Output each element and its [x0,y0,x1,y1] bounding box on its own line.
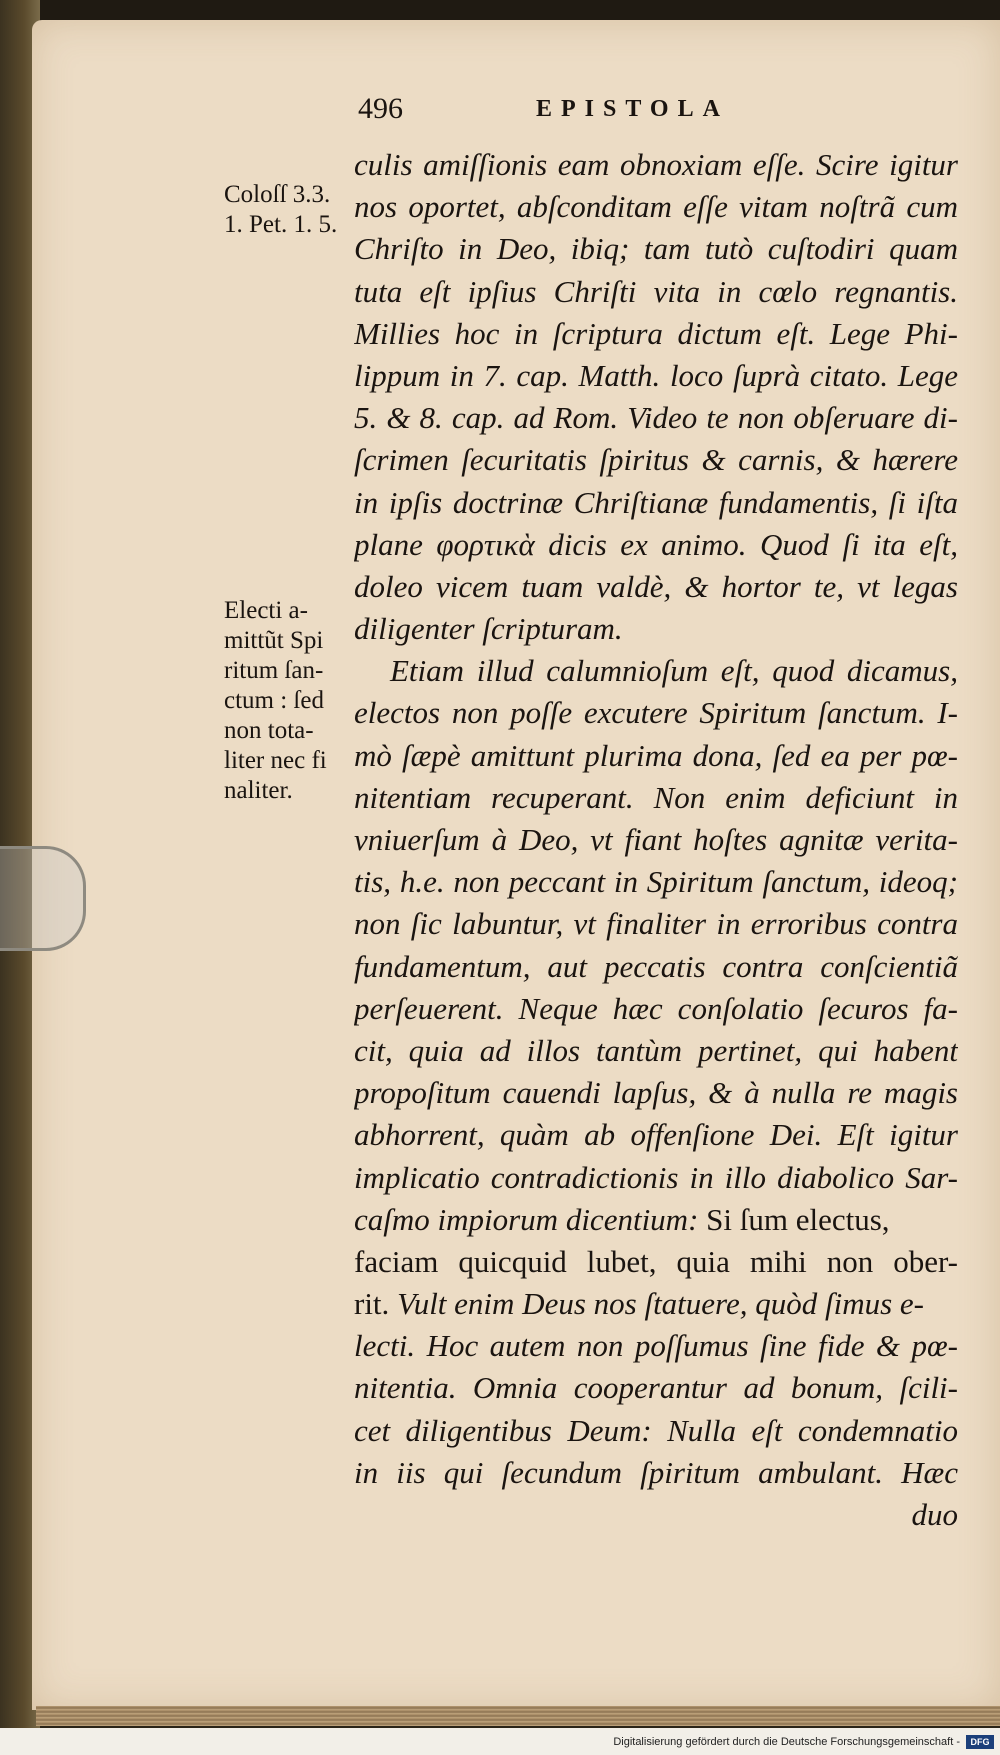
text-line: Chriſto in Deo, ibiq; tam tutò cuſtodiri quam [354,231,958,267]
text-line: electos non poſſe excutere Spiritum ſanctum. I- [354,695,958,731]
margin-note-line: ritum ſan- [224,657,324,684]
text-line: Millies hoc in ſcriptura dictum eſt. Lege Phi- [354,315,958,351]
text-line: in ipſis doctrinæ Chriſtianæ fundamentis, ſi iſta [354,484,958,520]
text-line: nos oportet, abſconditam eſſe vitam noſtrã cum [354,189,958,225]
margin-ref: Coloſſ 3.3. [224,181,331,208]
margin-note-line: Electi a- [224,597,308,624]
quote-fragment: Si ſum electus, [706,1201,890,1237]
margin-ref: 1. Pet. 1. 5. [224,211,338,238]
margin-note [224,596,327,806]
text-line: perſeuerent. Neque hæc conſolatio ſecuros fa- [354,990,958,1026]
text-line: implicatio contradictionis in illo diabolico Sar- [354,1159,958,1195]
text-line: vniuerſum à Deo, vt fiant hoſtes agnitæ verita- [354,822,958,857]
text-line: in iis qui ſecundum ſpiritum ambulant. Hæc [354,1454,958,1490]
text-line: doleo vicem tuam valdè, & hortor te, vt legas [354,568,958,604]
text-line: culis amiſſionis eam obnoxiam eſſe. Scire igitur [354,147,958,182]
text-line: tuta eſt ipſius Chriſti vita in cœlo regnantis. [354,273,958,309]
running-title: EPISTOLA [536,96,729,122]
quote-line: faciam quicquid lubet, quia mihi non ober- [354,1243,958,1279]
text-line-mixed [354,1283,958,1325]
margin-note-line: ctum : ſed [224,687,324,714]
text-line: abhorrent, quàm ab offenſione Dei. Eſt igitur [354,1117,958,1153]
text-line: fundamentum, aut peccatis contra conſcientiã [354,948,958,984]
margin-note-line: liter nec fi [224,747,327,774]
text-line: Etiam illud calumnioſum eſt, quod dicamus, [390,653,958,689]
margin-note-line: mittũt Spi [224,627,324,654]
text-line: cet diligentibus Deum: Nulla eſt condemnatio [354,1412,958,1448]
text-line: tis, h.e. non peccant in Spiritum ſanctum, ideoq; [354,864,958,900]
text-line: diligenter ſcripturam. [354,611,623,647]
text-line: nitentiam recuperant. Non enim deficiunt in [354,779,958,815]
text-line: non ſic labuntur, vt finaliter in erroribus contra [354,906,958,942]
text-line: nitentia. Omnia cooperantur ad bonum, ſcili- [354,1370,958,1406]
text-line: cit, quia ad illos tantùm pertinet, qui habent [354,1032,958,1068]
quote-fragment: rit. [354,1286,390,1322]
footer-credit: Digitalisierung gefördert durch die Deutsche Forschungsgemeinschaft - [613,1736,960,1748]
text-line: lecti. Hoc autem non poſſumus ſine fide & pœ- [354,1328,958,1364]
margin-note-line: naliter. [224,777,293,804]
text-line: 5. & 8. cap. ad Rom. Video te non obſeruare di- [354,400,958,436]
text-line-mixed [354,1199,958,1241]
top-border [0,0,1000,22]
catchword: duo [911,1497,958,1532]
text-line: ſcrimen ſecuritatis ſpiritus & carnis, & hærere [354,442,958,478]
margin-note-line: non tota- [224,717,314,744]
text-line: plane φορτικὰ dicis ex animo. Quod ſi ita eſt, [354,526,958,562]
page-clip [0,846,86,951]
text-line: mò ſæpè amittunt plurima dona, ſed ea per pœ- [354,737,958,773]
page-edge [36,1706,1000,1726]
text-fragment: Vult enim Deus nos ſtatuere, quòd ſimus e- [397,1286,924,1322]
text-line: lippum in 7. cap. Matth. loco ſuprà citato. Lege [354,357,958,393]
text-fragment: caſmo impiorum dicentium: [354,1201,699,1237]
margin-references [224,180,337,240]
page-number: 496 [358,92,403,125]
dfg-logo: DFG [966,1735,994,1749]
body-text [354,144,958,1536]
text-line: propoſitum cauendi lapſus, & à nulla re magis [354,1075,958,1111]
